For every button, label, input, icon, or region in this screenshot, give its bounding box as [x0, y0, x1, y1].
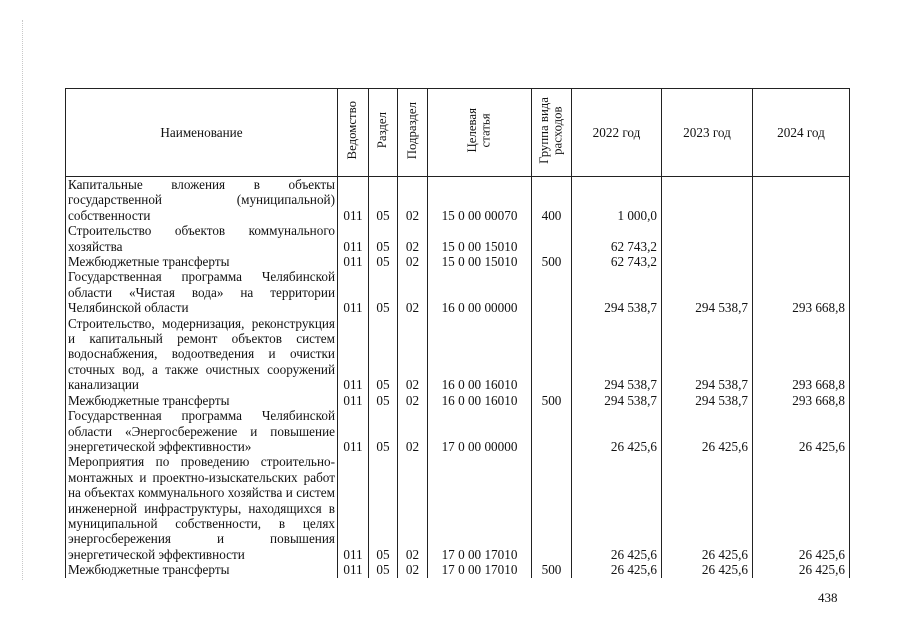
table-row — [66, 177, 850, 224]
table-row — [66, 316, 850, 393]
cell-year-2024: 293 668,8 — [753, 316, 850, 393]
cell-expense-group — [532, 316, 572, 393]
cell-year-2024 — [753, 177, 850, 224]
cell-podrazdel: 02 — [398, 408, 428, 454]
cell-razdel: 05 — [369, 562, 398, 577]
cell-year-2023: 294 538,7 — [662, 269, 753, 315]
cell-year-2023: 26 425,6 — [662, 562, 753, 577]
cell-year-2023: 294 538,7 — [662, 316, 753, 393]
header-year-2022: 2022 год — [572, 89, 662, 177]
cell-name: Государственная программа Челябинской области «Чистая вода» на территории Челябинской области — [66, 269, 338, 315]
cell-year-2022: 294 538,7 — [572, 393, 662, 408]
table-row — [66, 393, 850, 408]
cell-podrazdel: 02 — [398, 269, 428, 315]
cell-name: Мероприятия по проведению строительно-монтажных и проектно-изыскательских работ на объектах коммунального хозяйства и систем инженерной инфраструктуры, находящихся в муниципальной собственности, в целях энергосбережения и повышения энергетической эффективности — [66, 454, 338, 562]
cell-razdel: 05 — [369, 223, 398, 254]
cell-name: Строительство, модернизация, реконструкция и капитальный ремонт объектов систем водоснабжения, водоотведения и очистки сточных вод, а также очистных сооружений канализации — [66, 316, 338, 393]
cell-expense-group — [532, 408, 572, 454]
cell-name: Капитальные вложения в объекты государственной (муниципальной) собственности — [66, 177, 338, 224]
cell-podrazdel: 02 — [398, 177, 428, 224]
cell-year-2022: 26 425,6 — [572, 408, 662, 454]
cell-name: Межбюджетные трансферты — [66, 393, 338, 408]
cell-razdel: 05 — [369, 254, 398, 269]
cell-expense-group — [532, 454, 572, 562]
cell-year-2024: 293 668,8 — [753, 393, 850, 408]
cell-year-2022: 294 538,7 — [572, 316, 662, 393]
cell-year-2023 — [662, 177, 753, 224]
header-razdel: Раздел — [369, 89, 398, 177]
cell-razdel: 05 — [369, 269, 398, 315]
table-row — [66, 269, 850, 315]
cell-year-2024: 26 425,6 — [753, 454, 850, 562]
cell-year-2022: 1 000,0 — [572, 177, 662, 224]
page-edge-mark — [22, 20, 24, 580]
cell-year-2022: 62 743,2 — [572, 254, 662, 269]
cell-year-2023 — [662, 223, 753, 254]
cell-vedomstvo: 011 — [338, 562, 369, 577]
table-row — [66, 454, 850, 562]
table-row — [66, 254, 850, 269]
cell-target-article: 16 0 00 00000 — [428, 269, 532, 315]
cell-razdel: 05 — [369, 177, 398, 224]
cell-year-2024: 26 425,6 — [753, 408, 850, 454]
cell-podrazdel: 02 — [398, 393, 428, 408]
header-name: Наименование — [66, 89, 338, 177]
cell-expense-group: 500 — [532, 393, 572, 408]
cell-target-article: 17 0 00 17010 — [428, 562, 532, 577]
cell-podrazdel: 02 — [398, 454, 428, 562]
cell-year-2022: 62 743,2 — [572, 223, 662, 254]
cell-vedomstvo: 011 — [338, 269, 369, 315]
cell-razdel: 05 — [369, 393, 398, 408]
table-header-row — [66, 89, 850, 177]
cell-year-2024 — [753, 254, 850, 269]
cell-name: Межбюджетные трансферты — [66, 254, 338, 269]
cell-podrazdel: 02 — [398, 316, 428, 393]
table-row — [66, 223, 850, 254]
cell-razdel: 05 — [369, 408, 398, 454]
cell-vedomstvo: 011 — [338, 254, 369, 269]
cell-expense-group: 500 — [532, 254, 572, 269]
cell-podrazdel: 02 — [398, 562, 428, 577]
cell-target-article: 16 0 00 16010 — [428, 393, 532, 408]
cell-name: Межбюджетные трансферты — [66, 562, 338, 577]
cell-year-2023: 26 425,6 — [662, 408, 753, 454]
cell-year-2023: 26 425,6 — [662, 454, 753, 562]
cell-year-2022: 294 538,7 — [572, 269, 662, 315]
header-expense-group: Группа вида расходов — [532, 89, 572, 177]
cell-year-2024 — [753, 223, 850, 254]
cell-vedomstvo: 011 — [338, 177, 369, 224]
table-row — [66, 562, 850, 577]
table-row — [66, 408, 850, 454]
header-target-article: Целевая статья — [428, 89, 532, 177]
cell-vedomstvo: 011 — [338, 393, 369, 408]
cell-name: Строительство объектов коммунального хозяйства — [66, 223, 338, 254]
cell-year-2022: 26 425,6 — [572, 454, 662, 562]
cell-year-2023: 294 538,7 — [662, 393, 753, 408]
cell-expense-group: 400 — [532, 177, 572, 224]
cell-target-article: 17 0 00 17010 — [428, 454, 532, 562]
header-vedomstvo: Ведомство — [338, 89, 369, 177]
cell-expense-group — [532, 269, 572, 315]
cell-vedomstvo: 011 — [338, 454, 369, 562]
cell-year-2024: 26 425,6 — [753, 562, 850, 577]
cell-podrazdel: 02 — [398, 254, 428, 269]
page-number: 438 — [818, 590, 838, 605]
cell-expense-group — [532, 223, 572, 254]
cell-vedomstvo: 011 — [338, 408, 369, 454]
cell-razdel: 05 — [369, 454, 398, 562]
cell-vedomstvo: 011 — [338, 316, 369, 393]
cell-expense-group: 500 — [532, 562, 572, 577]
cell-name: Государственная программа Челябинской области «Энергосбережение и повышение энергетической эффективности» — [66, 408, 338, 454]
header-podrazdel: Подраздел — [398, 89, 428, 177]
budget-table — [65, 88, 850, 578]
cell-target-article: 15 0 00 00070 — [428, 177, 532, 224]
cell-vedomstvo: 011 — [338, 223, 369, 254]
cell-year-2022: 26 425,6 — [572, 562, 662, 577]
cell-target-article: 15 0 00 15010 — [428, 223, 532, 254]
cell-year-2024: 293 668,8 — [753, 269, 850, 315]
header-year-2023: 2023 год — [662, 89, 753, 177]
cell-target-article: 17 0 00 00000 — [428, 408, 532, 454]
cell-year-2023 — [662, 254, 753, 269]
header-year-2024: 2024 год — [753, 89, 850, 177]
cell-podrazdel: 02 — [398, 223, 428, 254]
cell-target-article: 15 0 00 15010 — [428, 254, 532, 269]
cell-razdel: 05 — [369, 316, 398, 393]
cell-target-article: 16 0 00 16010 — [428, 316, 532, 393]
